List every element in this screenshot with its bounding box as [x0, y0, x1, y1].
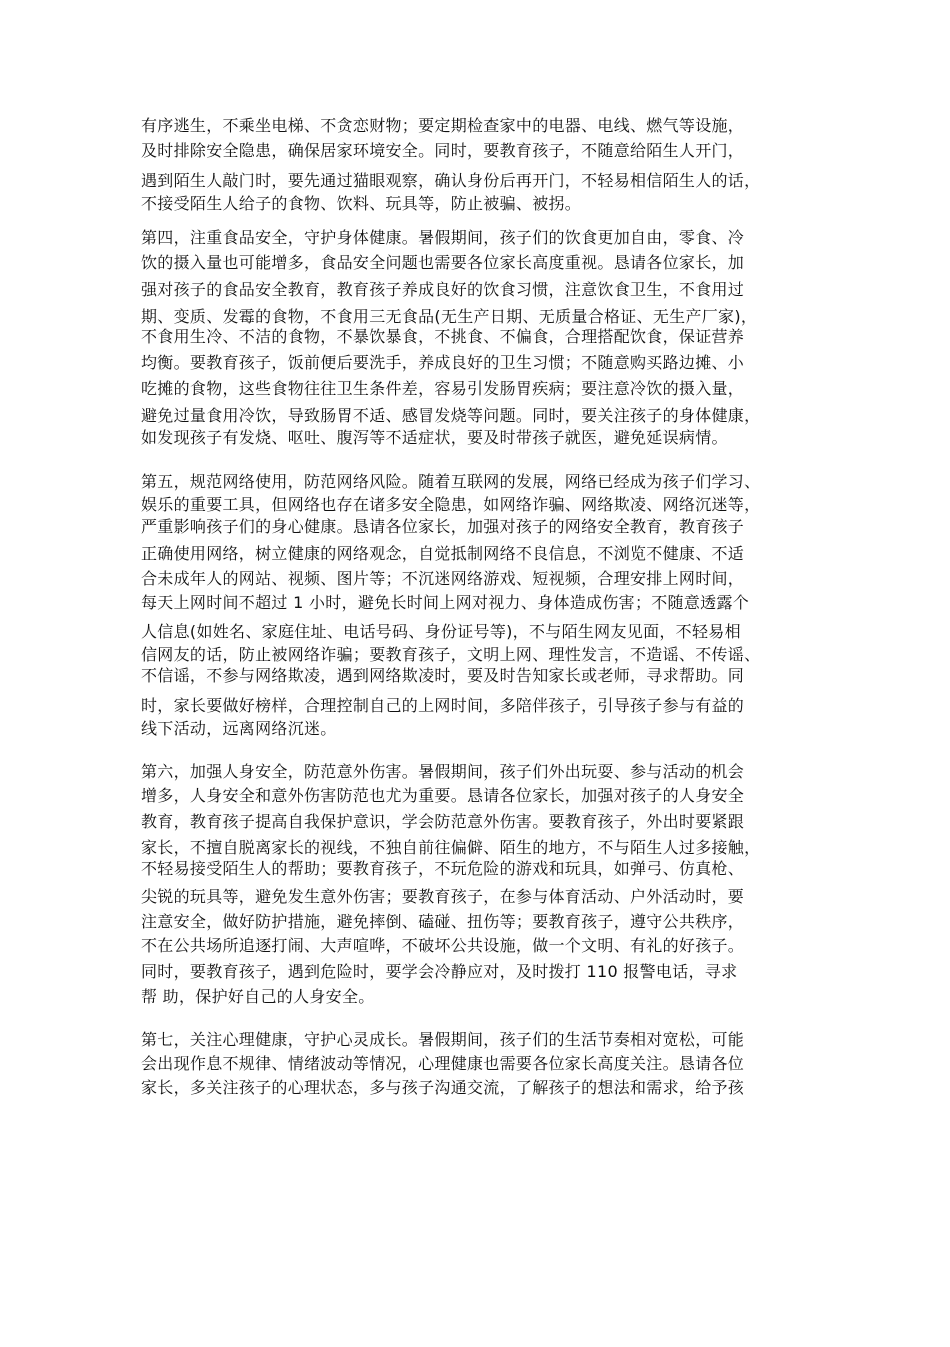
text-line: 合未成年人的网站、视频、图片等；不沉迷网络游戏、短视频，合理安排上网时间， [141, 569, 745, 588]
text-line: 教育，教育孩子提高自我保护意识，学会防范意外伤害。要教育孩子，外出时要紧跟 [141, 812, 745, 831]
text-line: 人信息(如姓名、家庭住址、电话号码、身份证号等)，不与陌生网友见面，不轻易相 [141, 622, 741, 641]
text-line: 不在公共场所追逐打闹、大声喧哗，不破坏公共设施，做一个文明、有礼的好孩子。 [141, 936, 745, 955]
text-line: 信网友的话，防止被网络诈骗；要教育孩子，文明上网、理性发言，不造谣、不传谣、 [141, 645, 761, 664]
text-line: 正确使用网络，树立健康的网络观念，自觉抵制网络不良信息，不浏览不健康、不适 [141, 544, 745, 563]
text-line: 不接受陌生人给子的食物、饮料、玩具等，防止被骗、被拐。 [141, 194, 582, 213]
text-line: 会出现作息不规律、情绪波动等情况，心理健康也需要各位家长高度关注。恳请各位 [141, 1054, 745, 1073]
text-line: 增多，人身安全和意外伤害防范也尤为重要。恳请各位家长，加强对孩子的人身安全 [141, 786, 745, 805]
text-line: 期、变质、发霉的食物，不食用三无食品(无生产日期、无质量合格证、无生产厂家)， [141, 307, 758, 326]
text-line: 家长，多关注孩子的心理状态，多与孩子沟通交流，了解孩子的想法和需求，给予孩 [141, 1078, 745, 1097]
text-line: 强对孩子的食品安全教育，教育孩子养成良好的饮食习惯，注意饮食卫生，不食用过 [141, 280, 745, 299]
text-line: 线下活动，远离网络沉迷。 [141, 719, 337, 738]
text-line: 不轻易接受陌生人的帮助；要教育孩子，不玩危险的游戏和玩具，如弹弓、仿真枪、 [141, 859, 745, 878]
text-line: 遇到陌生人敲门时，要先通过猫眼观察，确认身份后再开门，不轻易相信陌生人的话， [141, 171, 761, 190]
text-line: 避免过量食用冷饮，导致肠胃不适、感冒发烧等问题。同时，要关注孩子的身体健康， [141, 406, 761, 425]
text-line: 第四，注重食品安全，守护身体健康。暑假期间，孩子们的饮食更加自由，零食、冷 [141, 228, 745, 247]
text-line: 时，家长要做好榜样，合理控制自己的上网时间，多陪伴孩子，引导孩子参与有益的 [141, 696, 745, 715]
text-line: 吃摊的食物，这些食物往往卫生条件差，容易引发肠胃疾病；要注意冷饮的摄入量， [141, 379, 745, 398]
text-line: 每天上网时间不超过 1 小时，避免长时间上网对视力、身体造成伤害；不随意透露个 [141, 593, 750, 612]
text-line: 第七，关注心理健康，守护心灵成长。暑假期间，孩子们的生活节奏相对宽松，可能 [141, 1030, 745, 1049]
text-line: 均衡。要教育孩子，饭前便后要洗手，养成良好的卫生习惯；不随意购买路边摊、小 [141, 353, 745, 372]
text-line: 同时，要教育孩子，遇到危险时，要学会冷静应对，及时拨打 110 报警电话，寻求 [141, 962, 738, 981]
text-line: 如发现孩子有发烧、呕吐、腹泻等不适症状，要及时带孩子就医，避免延误病情。 [141, 428, 728, 447]
text-line: 尖锐的玩具等，避免发生意外伤害；要教育孩子，在参与体育活动、户外活动时，要 [141, 887, 745, 906]
text-line: 及时排除安全隐患，确保居家环境安全。同时，要教育孩子，不随意给陌生人开门， [141, 141, 745, 160]
text-line: 有序逃生，不乘坐电梯、不贪恋财物；要定期检查家中的电器、电线、燃气等设施， [141, 116, 745, 135]
text-line: 注意安全，做好防护措施，避免摔倒、磕碰、扭伤等；要教育孩子，遵守公共秩序， [141, 912, 745, 931]
text-line: 第五，规范网络使用，防范网络风险。随着互联网的发展，网络已经成为孩子们学习、 [141, 472, 761, 491]
text-line: 不信谣，不参与网络欺凌，遇到网络欺凌时，要及时告知家长或老师，寻求帮助。同 [141, 666, 745, 685]
text-line: 饮的摄入量也可能增多，食品安全问题也需要各位家长高度重视。恳请各位家长，加 [141, 253, 745, 272]
text-line: 严重影响孩子们的身心健康。恳请各位家长，加强对孩子的网络安全教育，教育孩子 [141, 517, 745, 536]
text-line: 不食用生冷、不洁的食物，不暴饮暴食，不挑食、不偏食，合理搭配饮食，保证营养 [141, 327, 745, 346]
text-line: 娱乐的重要工具，但网络也存在诸多安全隐患，如网络诈骗、网络欺凌、网络沉迷等， [141, 495, 761, 514]
text-line: 家长，不擅自脱离家长的视线，不独自前往偏僻、陌生的地方，不与陌生人过多接触， [141, 838, 761, 857]
text-line: 帮 助，保护好自己的人身安全。 [141, 987, 375, 1006]
text-line: 第六，加强人身安全，防范意外伤害。暑假期间，孩子们外出玩耍、参与活动的机会 [141, 762, 745, 781]
